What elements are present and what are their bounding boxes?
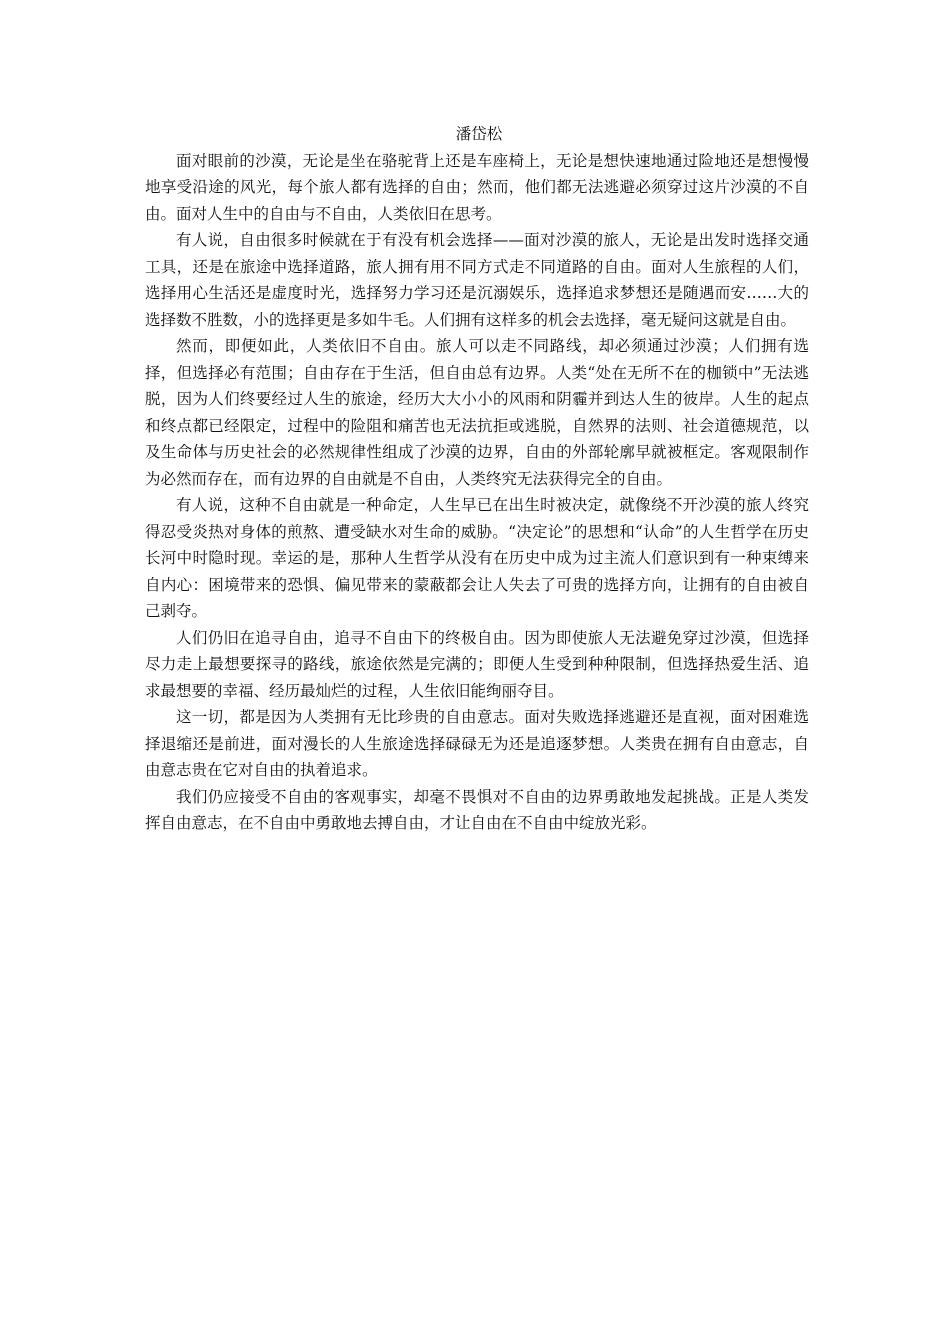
document-page: [145, 121, 809, 837]
paragraph-1: 面对眼前的沙漠，无论是坐在骆驼背上还是车座椅上，无论是想快速地通过险地还是想慢慢地享受沿途的风光，每个旅人都有选择的自由；然而，他们都无法逃避必须穿过这片沙漠的不自由。面对人生中的自由与不自由，人类依旧在思考。: [145, 151, 809, 223]
author-name: 潘岱松: [455, 125, 503, 143]
paragraph-4: 有人说，这种不自由就是一种命定，人生早已在出生时被决定，就像绕不开沙漠的旅人终究得忍受炎热对身体的煎熬、遭受缺水对生命的威胁。“决定论”的思想和“认命”的人生哲学在历史长河中时隐时现。幸运的是，那种人生哲学从没有在历史中成为过主流人们意识到有一种束缚来自内心：困境带来的恐惧、偏见带来的蒙蔽都会让人失去了可贵的选择方向，让拥有的自由被自己剥夺。: [145, 496, 809, 620]
paragraph-5: 人们仍旧在追寻自由，追寻不自由下的终极自由。因为即使旅人无法避免穿过沙漠，但选择尽力走上最想要探寻的路线，旅途依然是完满的；即便人生受到种种限制，但选择热爱生活、追求最想要的幸福、经历最灿烂的过程，人生依旧能绚丽夺目。: [145, 628, 809, 700]
paragraph-6: 这一切，都是因为人类拥有无比珍贵的自由意志。面对失败选择逃避还是直视，面对困难选择退缩还是前进，面对漫长的人生旅途选择碌碌无为还是追逐梦想。人类贵在拥有自由意志，自由意志贵在它对自由的执着追求。: [145, 708, 809, 779]
paragraph-3: 然而，即便如此，人类依旧不自由。旅人可以走不同路线，却必须通过沙漠；人们拥有选择，但选择必有范围；自由存在于生活，但自由总有边界。人类“处在无所不在的枷锁中”无法逃脱，因为人们终要经过人生的旅途，经历大大小小的风雨和阴霾并到达人生的彼岸。人生的起点和终点都已经限定，过程中的险阻和痛苦也无法抗拒或逃脱，自然界的法则、社会道德规范，以及生命体与历史社会的必然规律性组成了沙漠的边界，自由的外部轮廓早就被框定。客观限制作为必然而存在，而有边界的自由就是不自由，人类终究无法获得完全的自由。: [145, 337, 809, 488]
paragraph-7: 我们仍应接受不自由的客观事实，却毫不畏惧对不自由的边界勇敢地发起挑战。正是人类发挥自由意志，在不自由中勇敢地去搏自由，才让自由在不自由中绽放光彩。: [145, 787, 809, 832]
paragraph-2: 有人说，自由很多时候就在于有没有机会选择——面对沙漠的旅人，无论是出发时选择交通工具，还是在旅途中选择道路，旅人拥有用不同方式走不同道路的自由。面对人生旅程的人们，选择用心生活还是虚度时光，选择努力学习还是沉溺娱乐，选择追求梦想还是随遇而安……大的选择数不胜数，小的选择更是多如牛毛。人们拥有这样多的机会去选择，毫无疑问这就是自由。: [145, 231, 809, 329]
